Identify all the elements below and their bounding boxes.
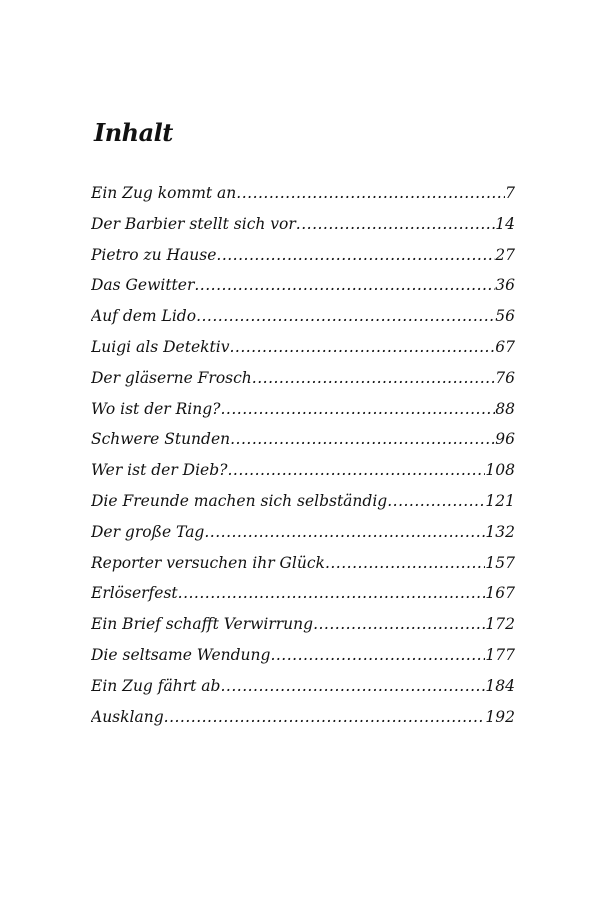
toc-entry	[91, 276, 515, 307]
toc-entry-page: 7	[505, 184, 515, 202]
dot-leader	[270, 646, 485, 664]
toc-entry-title: Der große Tag	[91, 522, 205, 541]
toc-entry-page: 192	[485, 707, 515, 726]
toc-entry-page: 167	[485, 584, 515, 603]
dot-leader	[164, 708, 486, 726]
toc-entry-title: Ein Brief schafft Verwirrung	[91, 615, 314, 634]
toc-entry	[91, 307, 515, 338]
toc-entry-title: Auf dem Lido	[91, 307, 197, 326]
toc-entry-page: 88	[495, 399, 515, 418]
toc-entry-page: 184	[485, 676, 515, 695]
dot-leader	[387, 492, 485, 510]
dot-leader	[325, 554, 485, 572]
toc-entry-page: 108	[485, 461, 515, 480]
toc-entry-page: 96	[495, 430, 515, 449]
toc-entry-page: 56	[495, 307, 515, 326]
dot-leader	[196, 307, 495, 325]
toc-entry-page: 67	[495, 337, 515, 356]
toc-entry-title: Der Barbier stellt sich vor	[91, 214, 296, 233]
toc-entry	[91, 461, 515, 492]
toc-entry	[91, 677, 515, 708]
toc-entry-title: Luigi als Detektiv	[91, 337, 230, 356]
dot-leader	[220, 677, 485, 695]
toc-entry-title: Schwere Stunden	[91, 430, 231, 449]
toc-entry	[91, 400, 515, 431]
dot-leader	[313, 615, 485, 633]
toc-entry-title: Ausklang	[91, 707, 164, 726]
toc-entry-title: Reporter versuchen ihr Glück	[91, 553, 325, 572]
toc-entry	[91, 338, 515, 369]
toc-entry-title: Erlöserfest	[91, 584, 178, 603]
toc-entry	[91, 615, 515, 646]
dot-leader	[216, 246, 495, 264]
toc-entry	[91, 584, 515, 615]
toc-entry-page: 121	[485, 491, 515, 510]
dot-leader	[236, 184, 505, 202]
toc-entry	[91, 430, 515, 461]
toc-entry-page: 132	[485, 522, 515, 541]
toc-entry-page: 177	[485, 645, 515, 664]
toc-entry-title: Die Freunde machen sich selbständig	[91, 491, 388, 510]
toc-entry-page: 172	[485, 615, 515, 634]
toc-entry	[91, 215, 515, 246]
toc-entry-title: Wo ist der Ring?	[91, 399, 221, 418]
dot-leader	[178, 584, 486, 602]
toc-entry	[91, 708, 515, 739]
toc-entry-page: 27	[495, 245, 515, 264]
toc-entry	[91, 369, 515, 400]
toc-entry	[91, 492, 515, 523]
dot-leader	[229, 338, 495, 356]
dot-leader	[230, 430, 495, 448]
toc-entry	[91, 554, 515, 585]
dot-leader	[220, 400, 495, 418]
toc-entry-title: Das Gewitter	[91, 276, 195, 295]
toc-entry	[91, 646, 515, 677]
toc-entry-page: 36	[495, 276, 515, 295]
dot-leader	[194, 276, 495, 294]
toc-entry	[91, 246, 515, 277]
toc-entry-page: 14	[495, 214, 515, 233]
toc-entry-title: Pietro zu Hause	[91, 245, 217, 264]
dot-leader	[296, 215, 495, 233]
dot-leader	[227, 461, 485, 479]
toc-entry-title: Wer ist der Dieb?	[91, 461, 228, 480]
toc-entry-page: 157	[485, 553, 515, 572]
page-title: Inhalt	[94, 118, 173, 147]
dot-leader	[204, 523, 485, 541]
toc-entry-title: Ein Zug kommt an	[91, 184, 237, 202]
toc-entry-title: Die seltsame Wendung	[91, 645, 271, 664]
toc-entry	[91, 184, 515, 215]
table-of-contents	[91, 184, 515, 738]
toc-entry-page: 76	[495, 368, 515, 387]
toc-entry	[91, 523, 515, 554]
dot-leader	[252, 369, 495, 387]
toc-entry-title: Der gläserne Frosch	[91, 368, 252, 387]
toc-entry-title: Ein Zug fährt ab	[91, 676, 221, 695]
